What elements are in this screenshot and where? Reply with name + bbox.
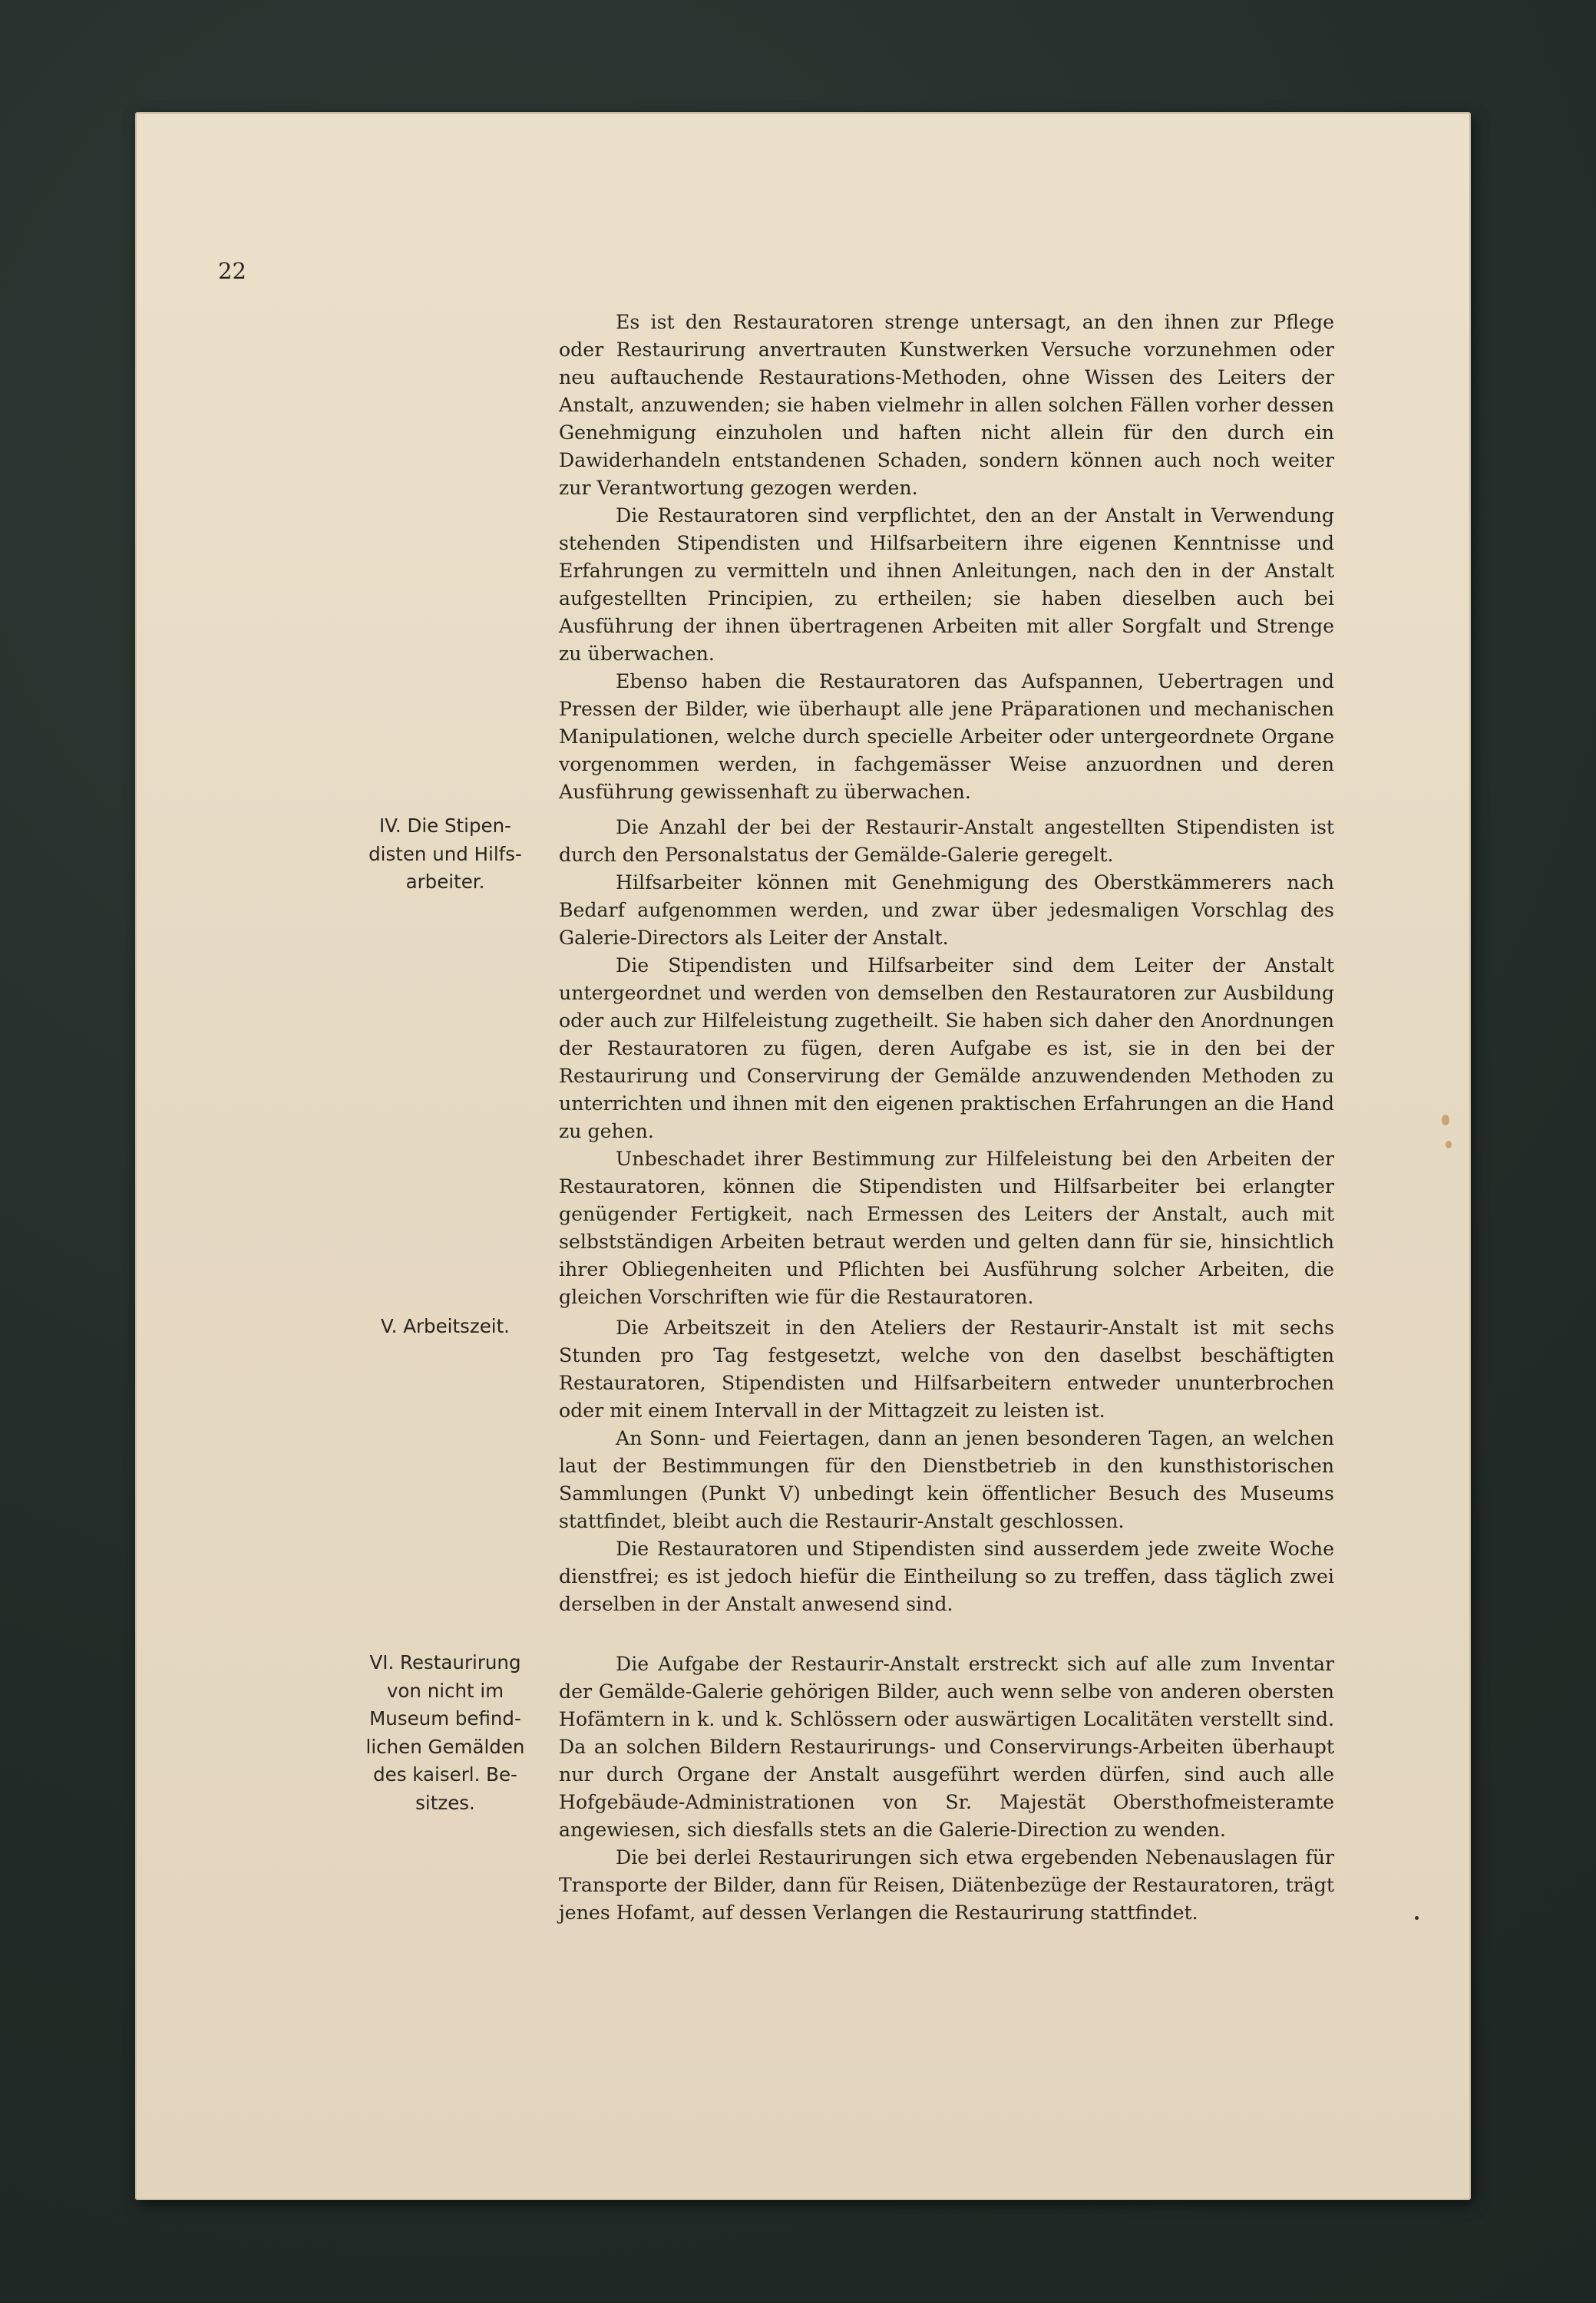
- section-heading-vi: [353, 1649, 537, 1817]
- page-number: 22: [218, 258, 246, 284]
- heading-line: VI. Restaurirung: [369, 1651, 521, 1674]
- paragraph: Die Arbeitszeit in den Ateliers der Restaurir-Anstalt ist mit sechs Stunden pro Tag festgesetzt, welche von den daselbst beschäftigten Restauratoren, Stipendisten und Hilfsarbeitern entweder ununterbrochen oder mit einem Intervall in der Mittagzeit zu leisten ist.: [559, 1317, 1334, 1422]
- heading-line: des kaiserl. Be-: [373, 1763, 517, 1786]
- paragraph: Hilfsarbeiter können mit Genehmigung des Oberstkämmerers nach Bedarf aufgenommen werden, und zwar über jedesmaligen Vorschlag des Galerie-Directors als Leiter der Anstalt.: [559, 871, 1334, 949]
- paragraph: Unbeschadet ihrer Bestimmung zur Hilfeleistung bei den Arbeiten der Restauratoren, können die Stipendisten und Hilfsarbeiter bei erlangter genügender Fertigkeit, nach Ermessen des Leiters der Anstalt, auch mit selbstständigen Arbeiten betraut werden und gelten dann für sie, hinsichtlich ihrer Obliegenheiten und Pflichten bei Ausführung solcher Arbeiten, die gleichen Vorschriften wie für die Restauratoren.: [559, 1148, 1334, 1308]
- section-heading-v: [353, 1313, 537, 1341]
- section-vi-text: [559, 1650, 1334, 1927]
- paper-stain: [1442, 1115, 1449, 1125]
- paper-stain: [1446, 1141, 1452, 1148]
- paragraph: Die Stipendisten und Hilfsarbeiter sind dem Leiter der Anstalt untergeordnet und werden von demselben den Restauratoren zur Ausbildung oder auch zur Hilfeleistung zugetheilt. Sie haben sich daher den Anordnungen der Restauratoren zu fügen, deren Aufgabe es ist, sie in den bei der Restaurirung und Conservirung der Gemälde anzuwendenden Methoden zu unterrichten und ihnen mit den eigenen praktischen Erfahrungen an die Hand zu gehen.: [559, 954, 1334, 1142]
- heading-line: disten und Hilfs-: [368, 842, 522, 865]
- section-v-text: [559, 1314, 1334, 1618]
- section-heading-iv: [353, 812, 537, 897]
- heading-line: Museum befind-: [369, 1707, 521, 1730]
- paragraph: Die Restauratoren und Stipendisten sind ausserdem jede zweite Woche dienstfrei; es ist jedoch hiefür die Eintheilung so zu treffen, dass täglich zwei derselben in der Anstalt anwesend sind.: [559, 1538, 1334, 1615]
- heading-line: arbeiter.: [405, 871, 485, 893]
- heading-line: von nicht im: [386, 1679, 504, 1702]
- intro-text: [559, 309, 1334, 806]
- paragraph: Die bei derlei Restaurirungen sich etwa ergebenden Nebenauslagen für Transporte der Bilder, dann für Reisen, Diätenbezüge der Restauratoren, trägt jenes Hofamt, auf dessen Verlangen die Restaurirung stattfindet.: [559, 1846, 1334, 1924]
- paragraph: Ebenso haben die Restauratoren das Aufspannen, Uebertragen und Pressen der Bilder, wie überhaupt alle jene Präparationen und mechanischen Manipulationen, welche durch specielle Arbeiter oder untergeordnete Organe vorgenommen werden, in fachgemässer Weise anzuordnen und deren Ausführung gewissenhaft zu überwachen.: [559, 670, 1334, 803]
- heading-line: lichen Gemälden: [365, 1735, 525, 1758]
- heading-line: IV. Die Stipen-: [379, 814, 511, 837]
- paragraph: An Sonn- und Feiertagen, dann an jenen besonderen Tagen, an welchen laut der Bestimmungen für den Dienstbetrieb in den kunsthistorischen Sammlungen (Punkt V) unbedingt kein öffentlicher Besuch des Museums stattfindet, bleibt auch die Restaurir-Anstalt geschlossen.: [559, 1427, 1334, 1532]
- paragraph: Die Anzahl der bei der Restaurir-Anstalt angestellten Stipendisten ist durch den Personalstatus der Gemälde-Galerie geregelt.: [559, 816, 1334, 866]
- paragraph: Es ist den Restauratoren strenge untersagt, an den ihnen zur Pflege oder Restaurirung anvertrauten Kunstwerken Versuche vorzunehmen oder neu auftauchende Restaurations-Methoden, ohne Wissen des Leiters der Anstalt, anzuwenden; sie haben vielmehr in allen solchen Fällen vorher dessen Genehmigung einzuholen und haften nicht allein für den durch ein Dawiderhandeln entstandenen Schaden, sondern können auch noch weiter zur Verantwortung gezogen werden.: [559, 311, 1334, 499]
- paragraph: Die Aufgabe der Restaurir-Anstalt erstreckt sich auf alle zum Inventar der Gemälde-Galerie gehörigen Bilder, auch wenn selbe von anderen obersten Hofämtern in k. und k. Schlössern oder auswärtigen Localitäten verstellt sind. Da an solchen Bildern Restaurirungs- und Conservirungs-Arbeiten überhaupt nur durch Organe der Anstalt ausgeführt werden dürfen, sind auch alle Hofgebäude-Administrationen von Sr. Majestät Obersthofmeisteramte angewiesen, sich diesfalls stets an die Galerie-Direction zu wenden.: [559, 1653, 1334, 1841]
- heading-line: V. Arbeitszeit.: [381, 1315, 510, 1337]
- paragraph: Die Restauratoren sind verpflichtet, den an der Anstalt in Verwendung stehenden Stipendisten und Hilfsarbeitern ihre eigenen Kenntnisse und Erfahrungen zu vermitteln und ihnen Anleitungen, nach den in der Anstalt aufgestellten Principien, zu ertheilen; sie haben dieselben auch bei Ausführung der ihnen übertragenen Arbeiten mit aller Sorgfalt und Strenge zu überwachen.: [559, 504, 1334, 665]
- ink-dot: [1415, 1916, 1419, 1920]
- heading-line: sitzes.: [415, 1791, 475, 1814]
- section-iv-text: [559, 814, 1334, 1311]
